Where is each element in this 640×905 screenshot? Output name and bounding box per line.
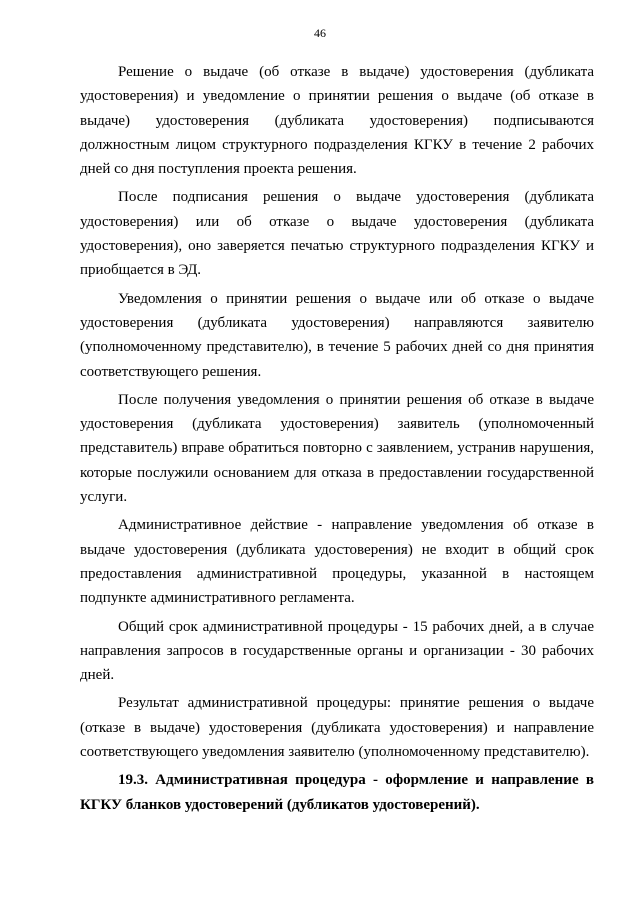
section-heading-19-3: 19.3. Административная процедура - оформление и направление в КГКУ бланков удостоверений (дубликатов удостоверений). (80, 772, 594, 813)
paragraph-refusal-notice-term: Административное действие - направление уведомления об отказе в выдаче удостоверения (дубликата удостоверения) не входит в общий срок предоставления административной процедуры, указанной в настоящем подпункте административного регламента. (80, 517, 594, 607)
paragraph-repeat-application: После получения уведомления о принятии решения об отказе в выдаче удостоверения (дубликата удостоверения) заявитель (уполномоченный представитель) вправе обратиться повторно с заявлением, устранив нарушения, которые послужили основанием для отказа в предоставлении государственной услуги. (80, 391, 594, 506)
paragraph-decision-signing: Решение о выдаче (об отказе в выдаче) удостоверения (дубликата удостоверения) и уведомление о принятии решения о выдаче (об отказе в выдаче) удостоверения (дубликата удостоверения) подписываются должностным лицом структурного подразделения КГКУ в течение 2 рабочих дней со дня поступления проекта решения. (80, 64, 594, 178)
document-body (80, 60, 594, 821)
paragraph-procedure-result: Результат административной процедуры: принятие решения о выдаче (отказе в выдаче) удостоверения (дубликата удостоверения) и направление соответствующего уведомления заявителю (уполномоченному представителю). (80, 695, 594, 761)
paragraph-notification-sending: Уведомления о принятии решения о выдаче или об отказе о выдаче удостоверения (дубликата удостоверения) направляются заявителю (уполномоченному представителю), в течение 5 рабочих дней со дня принятия соответствующего решения. (80, 290, 594, 380)
paragraph-total-term: Общий срок административной процедуры - 15 рабочих дней, а в случае направления запросов в государственные органы и организации - 30 рабочих дней. (80, 618, 594, 684)
paragraph-stamp-certification: После подписания решения о выдаче удостоверения (дубликата удостоверения) или об отказе о выдаче удостоверения (дубликата удостоверения), оно заверяется печатью структурного подразделения КГКУ и приобщается в ЭД. (80, 189, 594, 279)
page-number: 46 (314, 26, 326, 40)
